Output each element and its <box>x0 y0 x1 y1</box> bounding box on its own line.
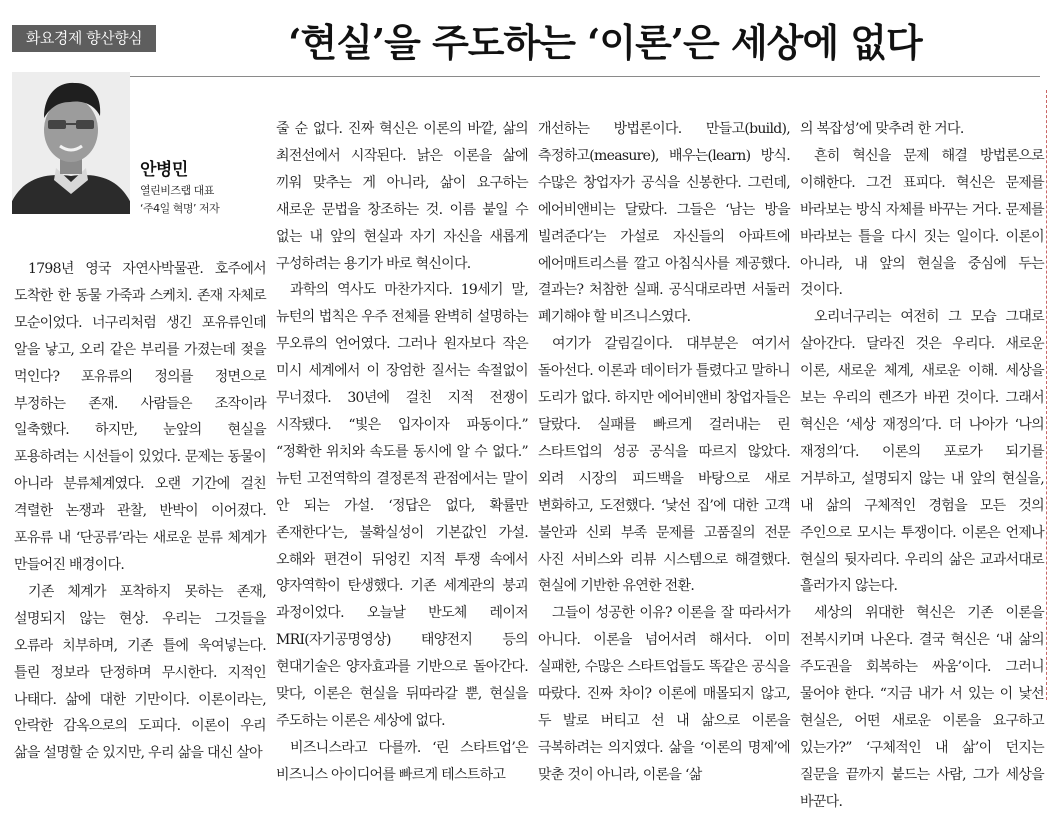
article-column-2 <box>276 116 528 783</box>
article-paragraph: 개선하는 방법론이다. 만들고(build), 측정하고(measure), 배우는(learn) 방식. 수많은 창업자가 공식을 신봉한다. 그런데, 에어비앤비는 달랐다. 그들은 ‘남는 방을 빌려준다’는 가설로 자신들의 아파트에 에어매트리스를 깔고 아침식사를 제공했다. 결과는? 처참한 실패. 공식대로라면 서둘러 폐기해야 할 비즈니스였다. <box>538 121 790 326</box>
article-paragraph: 흔히 혁신을 문제 해결 방법론으로 이해한다. 그건 표피다. 혁신은 문제를 바라보는 방식 자체를 바꾸는 거다. 문제를 바라보는 틀을 다시 짓는 일이다. 이론이 아니라, 내 앞의 현실을 중심에 두는 것이다. <box>800 147 1044 299</box>
author-byline <box>140 158 250 218</box>
article-paragraph: 여기가 갈림길이다. 대부분은 여기서 돌아선다. 이론과 데이터가 틀렸다고 말하니 도리가 없다. 하지만 에어비앤비 창업자들은 달랐다. 실패를 빠르게 걸러내는 린 스타트업의 성공 공식을 따르지 않았다. 외려 시장의 피드백을 바탕으로 새로 변화하고, 도전했다. ‘낯선 집’에 대한 고객 불안과 신뢰 부족 문제를 고품질의 전문 사진 서비스와 리뷰 시스템으로 해결했다. 현실에 기반한 유연한 전환. <box>538 336 790 595</box>
article-paragraph: 줄 순 없다. 진짜 혁신은 이론의 바깥, 삶의 최전선에서 시작된다. 낡은 이론을 삶에 끼워 맞추는 게 아니라, 삶이 요구하는 새로운 문법을 창조하는 것. 이름 붙일 수 없는 내 앞의 현실과 자기 자신을 새롭게 구성하려는 용기가 바로 혁신이다. <box>276 121 528 272</box>
author-name: 안병민 <box>140 160 188 180</box>
article-column-4 <box>800 116 1044 810</box>
article-paragraph: 오리너구리는 여전히 그 모습 그대로 살아간다. 달라진 것은 우리다. 새로운 이론, 새로운 체계, 새로운 이해. 세상을 보는 우리의 렌즈가 바뀐 것이다. 그래서 혁신은 ‘세상 재정의’다. 더 나아가 ‘나의 재정의’다. 이론의 포로가 되기를 거부하고, 설명되지 않는 내 앞의 현실을, 내 삶의 구체적인 경험을 모든 것의 주인으로 모시는 투쟁이다. 이론은 언제나 현실의 뒷자리다. 우리의 삶은 교과서대로 흘러가지 않는다. <box>800 309 1044 595</box>
author-photo <box>12 72 130 214</box>
article-column-1 <box>14 256 266 762</box>
article-column-3 <box>538 116 790 783</box>
article-paragraph: 과학의 역사도 마찬가지다. 19세기 말, 뉴턴의 법칙은 우주 전체를 완벽히 설명하는 무오류의 언어였다. 그러나 원자보다 작은 미시 세계에서 이 장엄한 질서는 속절없이 무너졌다. 30년에 걸친 지적 전쟁이 시작됐다. “빛은 입자이자 파동이다.” “정확한 위치와 속도를 동시에 알 수 없다.” 뉴턴 고전역학의 결정론적 관점에서는 말이 안 되는 가설. ‘정답은 없다, 확률만 존재한다’는, 불확실성이 기본값인 가설. 오해와 편견이 뒤엉킨 지적 투쟁 속에서 양자역학이 탄생했다. 기존 세계관의 붕괴 과정이었다. 오늘날 반도체 레이저 MRI(자기공명영상) 태양전지 등의 현대기술은 양자효과를 기반으로 돌아간다. 맞다, 이론은 현실을 뒤따라갈 뿐, 현실을 주도하는 이론은 세상에 없다. <box>276 282 528 729</box>
section-tag: 화요경제 향산향심 <box>12 25 156 52</box>
author-book: ‘주4일 혁명’ 저자 <box>140 202 220 215</box>
article-paragraph: 1798년 영국 자연사박물관. 호주에서 도착한 한 동물 가죽과 스케치. 존재 자체로 모순이었다. 너구리처럼 생긴 포유류인데 알을 낳고, 오리 같은 부리를 가졌는데 젖을 먹인다? 포유류의 정의를 정면으로 부정하는 존재. 사람들은 조작이라 일축했다. 하지만, 눈앞의 현실을 포용하려는 시선들이 있었다. 문제는 동물이 아니라 분류체계였다. 오랜 기간에 걸친 격렬한 논쟁과 관찰, 반박이 이어졌다. 포유류 내 ‘단공류’라는 새로운 분류 체계가 만들어진 배경이다. <box>14 261 266 573</box>
author-title: 열린비즈랩 대표 <box>140 184 214 197</box>
page-edge-guide <box>1046 90 1047 700</box>
headline: ‘현실’을 주도하는 ‘이론’은 세상에 없다 <box>288 20 922 65</box>
article-paragraph: 기존 체계가 포착하지 못하는 존재, 설명되지 않는 현상. 우리는 그것들을 오류라 치부하며, 기존 틀에 욱여넣는다. 틀린 정보라 단정하며 무시한다. 지적인 나태다. 삶에 대한 기만이다. 이론이라는, 안락한 감옥으로의 도피다. 이론이 우리 삶을 설명할 순 있지만, 우리 삶을 대신 살아 <box>14 583 266 762</box>
article-paragraph: 그들이 성공한 이유? 이론을 잘 따라서가 아니다. 이론을 넘어서려 해서다. 이미 실패한, 수많은 스타트업들도 똑같은 공식을 따랐다. 진짜 차이? 이론에 매몰되지 않고, 두 발로 버티고 선 내 삶으로 이론을 극복하려는 의지였다. 삶을 ‘이론의 명제’에 맞춘 것이 아니라, 이론을 ‘삶 <box>538 605 790 783</box>
article-paragraph: 세상의 위대한 혁신은 기존 이론을 전복시키며 나온다. 결국 혁신은 ‘내 삶의 주도권을 회복하는 싸움’이다. 그러니 물어야 한다. “지금 내가 서 있는 이 낯선 현실은, 어떤 새로운 이론을 요구하고 있는가?” ‘구체적인 내 삶’이 던지는 질문을 끝까지 붙드는 사람, 그가 세상을 바꾼다. <box>800 605 1044 810</box>
header-divider <box>12 76 1040 77</box>
article-paragraph: 의 복잡성’에 맞추려 한 거다. <box>800 121 964 137</box>
article-paragraph: 비즈니스라고 다를까. ‘린 스타트업’은 비즈니스 아이디어를 빠르게 테스트하고 <box>276 739 528 783</box>
